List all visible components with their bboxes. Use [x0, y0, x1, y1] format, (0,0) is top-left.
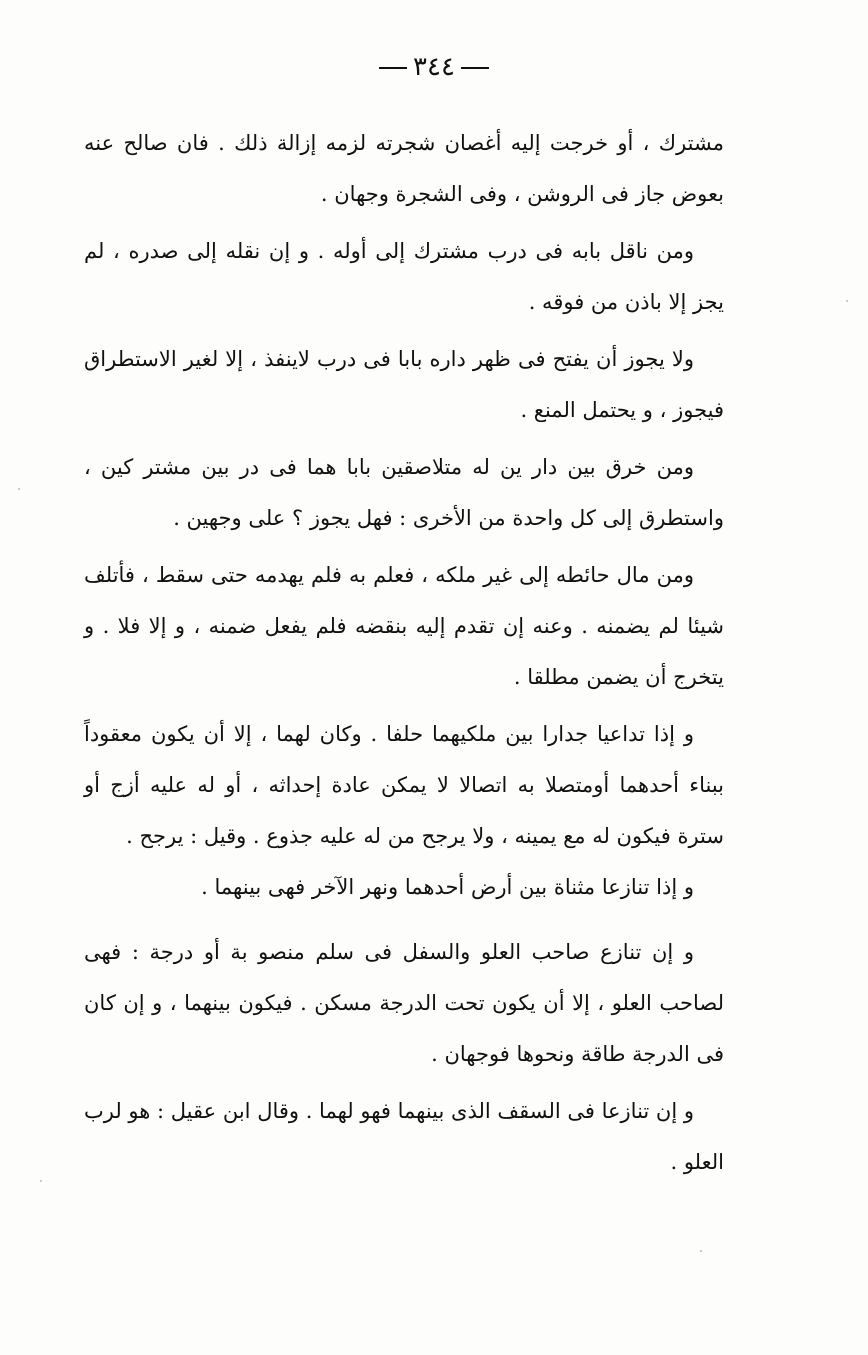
header-dash-left [379, 67, 407, 69]
paper-speck [40, 1180, 42, 1182]
paragraph-7: و إذا تنازعا مثناة بين أرض أحدهما ونهر الآخر فهى بينهما . [201, 875, 694, 899]
paper-speck [700, 1250, 702, 1252]
paragraph-2: ومن ناقل بابه فى درب مشترك إلى أوله . و إن نقله إلى صدره ، لم يجز إلا باذن من فوقه . [84, 239, 724, 314]
text-body [84, 118, 724, 1194]
paper-speck [846, 300, 848, 302]
paragraph-3: ولا يجوز أن يفتح فى ظهر داره بابا فى درب لاينفذ ، إلا لغير الاستطراق فيجوز ، و يحتمل المنع . [84, 347, 724, 422]
paragraph-1: مشترك ، أو خرجت إليه أغصان شجرته لزمه إزالة ذلك . فان صالح عنه بعوض جاز فى الروشن ، وفى الشجرة وجهان . [84, 131, 724, 206]
paper-speck [18, 488, 20, 490]
paragraph-8: و إن تنازع صاحب العلو والسفل فى سلم منصو بة أو درجة : فهى لصاحب العلو ، إلا أن يكون تحت الدرجة مسكن . فيكون بينهما ، و إن كان فى الدرجة طاقة ونحوها فوجهان . [84, 940, 724, 1066]
paragraph-6: و إذا تداعيا جدارا بين ملكيهما حلفا . وكان لهما ، إلا أن يكون معقوداً ببناء أحدهما أومتصلا به اتصالا لا يمكن عادة إحداثه ، أو له عليه أزج أو سترة فيكون له مع يمينه ، ولا يرجح من له عليه جذوع . وقيل : يرجح . [84, 722, 725, 848]
page-header [0, 52, 868, 82]
page-number: ٣٤٤ [413, 52, 455, 82]
paragraph-5: ومن مال حائطه إلى غير ملكه ، فعلم به فلم يهدمه حتى سقط ، فأتلف شيئا لم يضمنه . وعنه إن تقدم إليه بنقضه فلم يفعل ضمنه ، و إلا فلا . و يتخرج أن يضمن مطلقا . [84, 563, 724, 689]
paragraph-4: ومن خرق بين دار ين له متلاصقين بابا هما فى در بين مشتر كين ، واستطرق إلى كل واحدة من الأخرى : فهل يجوز ؟ على وجهين . [84, 455, 724, 530]
header-dash-right [461, 67, 489, 69]
paragraph-9: و إن تنازعا فى السقف الذى بينهما فهو لهما . وقال ابن عقيل : هو لرب العلو . [84, 1099, 724, 1174]
